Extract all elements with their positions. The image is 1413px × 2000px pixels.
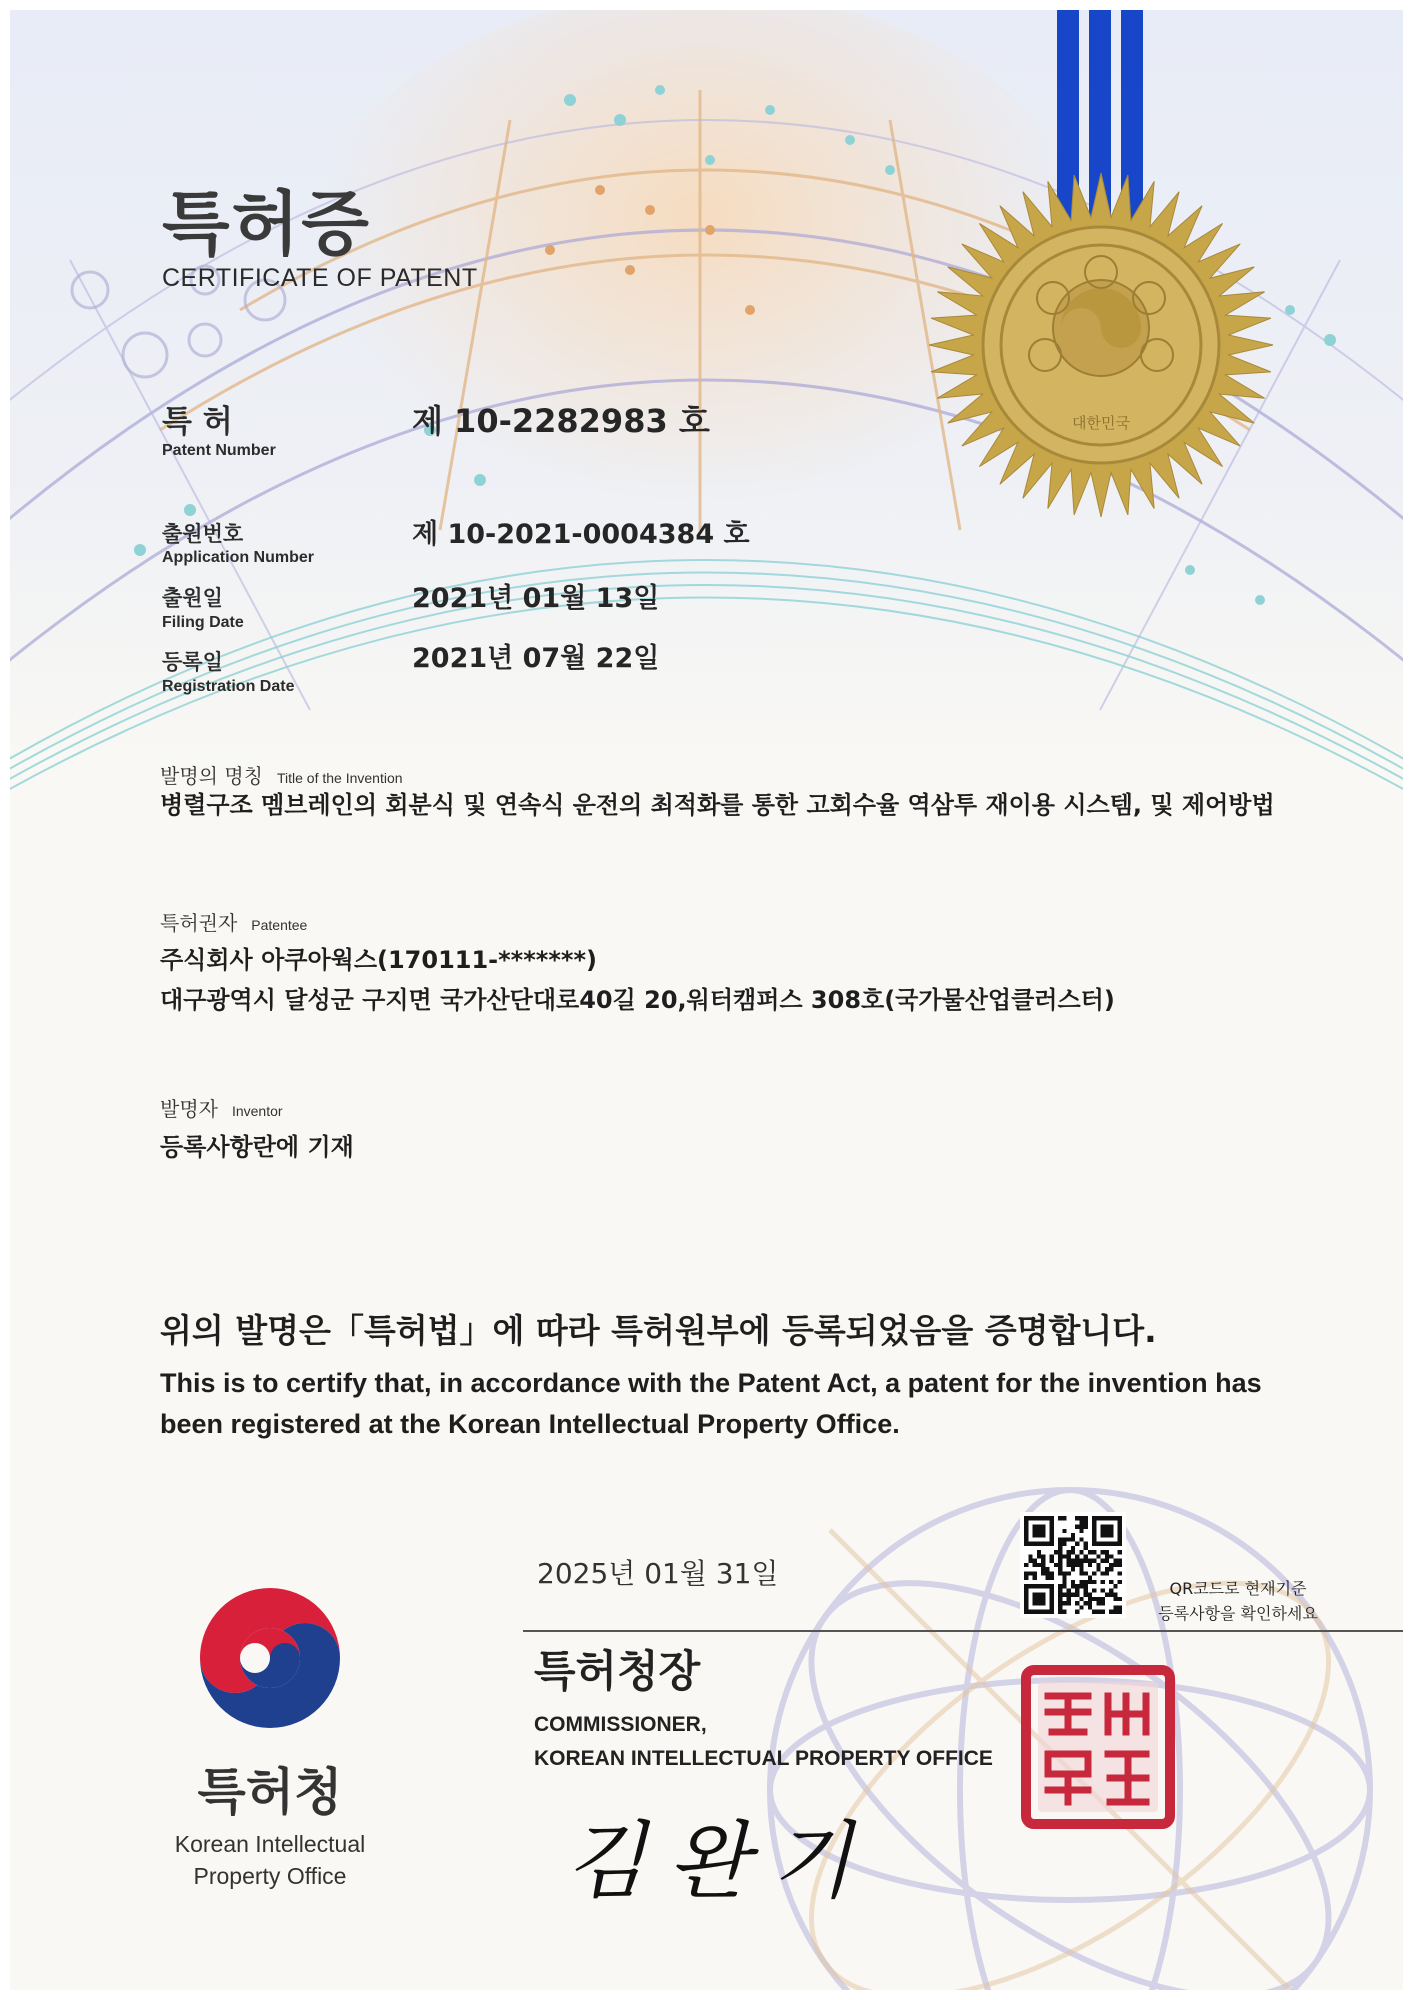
inventor-value: 등록사항란에 기재 — [160, 1133, 354, 1161]
filing-date-label-en: Filing Date — [162, 614, 244, 631]
certificate-title-ko: 특허증 — [162, 183, 371, 265]
gold-medal-seal — [925, 10, 1279, 520]
certification-statement-ko: 위의 발명은「특허법」에 따라 특허원부에 등록되었음을 증명합니다. — [160, 1311, 1157, 1350]
filing-date-label-ko: 출원일 — [162, 586, 223, 610]
medal-text: 대한민국 — [1072, 414, 1130, 432]
filing-date-value: 2021년 01월 13일 — [412, 583, 660, 614]
commissioner-en-line2: KOREAN INTELLECTUAL PROPERTY OFFICE — [534, 1747, 993, 1770]
qr-note-line2: 등록사항을 확인하세요 — [1158, 1604, 1318, 1623]
registration-date-label-ko: 등록일 — [162, 650, 223, 674]
patent-number-label-ko: 특 허 — [162, 404, 233, 440]
inventor-label-en: Inventor — [231, 1103, 283, 1119]
certificate-paper — [10, 10, 1403, 1990]
signature-rule — [523, 1630, 1403, 1632]
invention-title: 병렬구조 멤브레인의 회분식 및 연속식 운전의 최적화를 통한 고회수율 역삼투 재이용 시스템, 및 제어방법 — [160, 791, 1275, 819]
invention-label-ko: 발명의 명칭 — [160, 764, 263, 788]
registration-date-value: 2021년 07월 22일 — [412, 643, 660, 674]
patentee-heading — [160, 907, 307, 936]
taegeuk-emblem-icon — [188, 1566, 352, 1730]
invention-heading — [160, 760, 403, 789]
invention-label-en: Title of the Invention — [276, 770, 403, 786]
qr-note — [1138, 1576, 1338, 1626]
patentee-label-en: Patentee — [251, 917, 308, 933]
inventor-label-ko: 발명자 — [160, 1097, 218, 1121]
application-number-label-en: Application Number — [162, 549, 315, 566]
inventor-heading — [160, 1093, 283, 1122]
qr-code[interactable] — [1020, 1512, 1126, 1618]
patent-number-value: 제 10-2282983 호 — [412, 402, 710, 440]
application-number-value: 제 10-2021-0004384 호 — [412, 519, 750, 550]
patentee-address: 대구광역시 달성군 구지면 국가산단대로40길 20,워터캠퍼스 308호(국가물산업클러스터) — [160, 986, 1115, 1014]
patentee-name: 주식회사 아쿠아웍스(170111-*******) — [160, 946, 597, 974]
office-name-ko: 특허청 — [197, 1763, 343, 1821]
certificate-title-en: CERTIFICATE OF PATENT — [162, 264, 478, 292]
patent-number-label-en: Patent Number — [162, 442, 276, 459]
application-number-label-ko: 출원번호 — [162, 522, 244, 546]
qr-note-line1: QR코드로 현재기준 — [1169, 1579, 1307, 1598]
official-red-seal — [1018, 1662, 1178, 1832]
registration-date-label-en: Registration Date — [162, 678, 295, 695]
commissioner-title-ko: 특허청장 — [534, 1647, 701, 1697]
certification-statement-en: This is to certify that, in accordance with the Patent Act, a patent for the invention has been registered at the Korean Intellectual Property Office. — [160, 1368, 1262, 1439]
patentee-label-ko: 특허권자 — [160, 911, 238, 935]
issue-date: 2025년 01월 31일 — [537, 1557, 779, 1590]
commissioner-signature: 김완기 — [565, 1812, 875, 1910]
office-name-en: Korean Intellectual Property Office — [174, 1831, 366, 1889]
commissioner-en-line1: COMMISSIONER, — [534, 1713, 707, 1736]
